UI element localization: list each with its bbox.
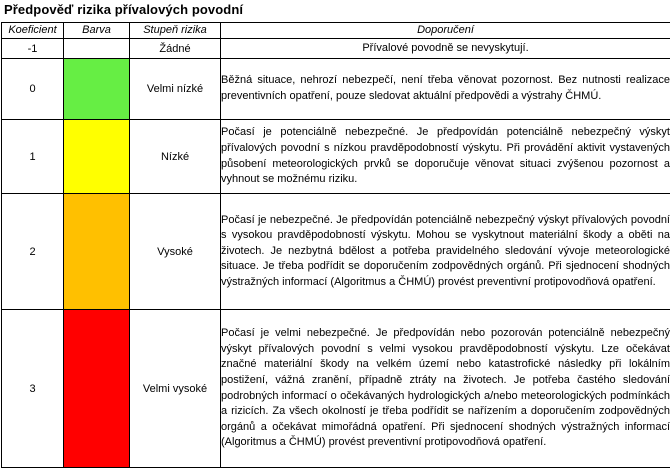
risk-level-cell: Žádné [130,39,221,59]
color-cell [64,39,130,59]
table-row [2,310,670,468]
table-row [2,194,670,310]
risk-table [1,22,670,468]
table-header-row [2,23,670,39]
risk-level-cell: Velmi nízké [130,59,221,120]
color-swatch-orange [64,194,129,309]
header-coefficient: Koeficient [2,23,64,39]
recommendation-cell: Běžná situace, nehrozí nebezpečí, není třeba věnovat pozornost. Bez nutnosti realizace preventivních opatření, pouze sledovat aktuální předpovědi a výstrahy ČHMÚ. [221,59,670,120]
coefficient-cell: 2 [2,194,64,310]
document-title: Předpověď rizika přívalových povodní [4,2,243,17]
coefficient-cell: 0 [2,59,64,120]
color-swatch-yellow [64,120,129,193]
color-swatch-red [64,310,129,467]
color-swatch-none [64,39,129,58]
table-row [2,39,670,59]
risk-level-cell: Vysoké [130,194,221,310]
coefficient-cell: -1 [2,39,64,59]
risk-level-cell: Velmi vysoké [130,310,221,468]
table-row [2,59,670,120]
coefficient-cell: 1 [2,120,64,194]
recommendation-cell: Počasí je potenciálně nebezpečné. Je předpovídán potenciálně nebezpečný výskyt přívalových povodní s nízkou pravděpodobností výskytu. Při provádění aktivit vystavených působení meteorologických prvků se doporučuje věnovat situaci zvýšenou pozornost a vyhnout se možnému riziku. [221,120,670,194]
risk-level-cell: Nízké [130,120,221,194]
color-cell [64,310,130,468]
table-row [2,120,670,194]
header-risk-level: Stupeň rizika [130,23,221,39]
header-color: Barva [64,23,130,39]
color-cell [64,120,130,194]
recommendation-cell: Počasí je velmi nebezpečné. Je předpovídán nebo pozorován potenciálně nebezpečný výskyt přívalových povodní s velmi vysokou pravděpodobností výskytu. Lze očekávat značné materiální škody na velkém území nebo katastrofické následky při lokálním postižení, vážná zranění, případně ztráty na životech. Je potřeba častého sledování podrobných informací o očekávaných hydrologických a/nebo meteorologických podmínkách a rizicích. Za všech okolností je třeba podřídit se nařízením a doporučením zodpovědných orgánů a očekávat mimořádná opatření. Při sjednocení shodných výstražných informací (Algoritmus a ČHMÚ) provést preventivní protipovodňová opatření. [221,310,670,468]
coefficient-cell: 3 [2,310,64,468]
color-cell [64,59,130,120]
recommendation-cell: Počasí je nebezpečné. Je předpovídán potenciálně nebezpečný výskyt přívalových povodní s vysokou pravděpodobností výskytu. Mohou se vyskytnout materiální škody a oběti na životech. Je nezbytná bdělost a potřeba pravidelného sledování vývoje meteorologické situace. Je třeba podřídit se doporučením zodpovědných orgánů. Při sjednocení shodných výstražných informací (Algoritmus a ČHMÚ) provést preventivní protipovodňová opatření. [221,194,670,310]
header-recommendation: Doporučení [221,23,670,39]
color-swatch-green [64,59,129,119]
recommendation-cell: Přívalové povodně se nevyskytují. [221,39,670,59]
color-cell [64,194,130,310]
